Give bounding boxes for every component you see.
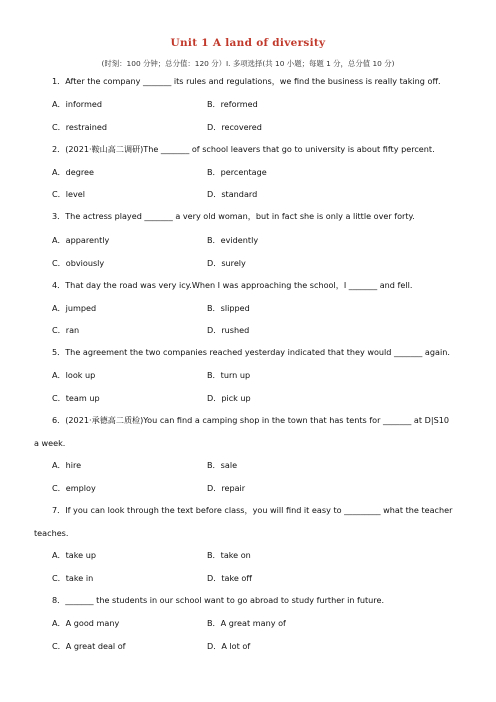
question-2-stem: 2．(2021·鞍山高二调研)The _______ of school leavers that go to university is about fifty percent.	[52, 144, 435, 154]
question-4-option-a[interactable]: A．jumped	[52, 303, 97, 313]
question-1-option-a[interactable]: A．informed	[52, 99, 102, 109]
question-4-option-c[interactable]: C．ran	[52, 325, 80, 335]
question-6-option-d[interactable]: D．repair	[207, 483, 246, 493]
question-6-stem: 6．(2021·承德高二质检)You can find a camping shop in the town that has tents for _______ at D|S10	[52, 415, 450, 425]
question-7-option-b[interactable]: B．take on	[207, 550, 251, 560]
question-1-stem: 1．After the company _______ its rules and regulations，we find the business is really taking off.	[52, 76, 441, 86]
page-subtitle: (时刻：100 分钟；总分值：120 分）Ⅰ. 多项选择(共 10 小题；每题 1 分，总分值 10 分)	[101, 59, 395, 68]
question-6-option-b[interactable]: B．sale	[207, 460, 238, 470]
question-2-option-b[interactable]: B．percentage	[207, 167, 267, 177]
question-4-stem: 4．That day the road was very icy.When I was approaching the school，I _______ and fell.	[52, 280, 413, 290]
question-3-option-b[interactable]: B．evidently	[207, 235, 259, 245]
question-7-stem-continuation: teaches.	[34, 528, 69, 538]
question-3-option-d[interactable]: D．surely	[207, 258, 246, 268]
question-7-option-c[interactable]: C．take in	[52, 573, 94, 583]
question-7-option-a[interactable]: A．take up	[52, 550, 96, 560]
question-5-option-b[interactable]: B．turn up	[207, 370, 251, 380]
question-6-option-c[interactable]: C．employ	[52, 483, 96, 493]
question-5-option-d[interactable]: D．pick up	[207, 393, 251, 403]
question-1-option-c[interactable]: C．restrained	[52, 122, 108, 132]
question-8-option-b[interactable]: B．A great many of	[207, 618, 286, 628]
question-8-option-d[interactable]: D．A lot of	[207, 641, 251, 651]
question-2-option-d[interactable]: D．standard	[207, 189, 258, 199]
question-1-option-d[interactable]: D．recovered	[207, 122, 262, 132]
question-8-option-c[interactable]: C．A great deal of	[52, 641, 126, 651]
question-8-stem: 8．_______ the students in our school want to go abroad to study further in future.	[52, 595, 385, 605]
question-4-option-d[interactable]: D．rushed	[207, 325, 250, 335]
question-3-option-c[interactable]: C．obviously	[52, 258, 105, 268]
question-5-option-c[interactable]: C．team up	[52, 393, 100, 403]
question-7-stem: 7．If you can look through the text before class，you will find it easy to _________ what the teacher	[52, 505, 453, 515]
question-6-option-a[interactable]: A．hire	[52, 460, 82, 470]
question-6-stem-continuation: a week.	[34, 438, 66, 448]
question-3-stem: 3．The actress played _______ a very old woman，but in fact she is only a little over forty.	[52, 211, 415, 221]
question-5-stem: 5．The agreement the two companies reached yesterday indicated that they would _______ again.	[52, 347, 450, 357]
question-5-option-a[interactable]: A．look up	[52, 370, 96, 380]
page-title: Unit 1 A land of diversity	[170, 37, 326, 49]
question-3-option-a[interactable]: A．apparently	[52, 235, 110, 245]
question-4-option-b[interactable]: B．slipped	[207, 303, 250, 313]
question-2-option-a[interactable]: A．degree	[52, 167, 94, 177]
question-7-option-d[interactable]: D．take off	[207, 573, 252, 583]
question-1-option-b[interactable]: B．reformed	[207, 99, 258, 109]
question-8-option-a[interactable]: A．A good many	[52, 618, 120, 628]
question-2-option-c[interactable]: C．level	[52, 189, 85, 199]
